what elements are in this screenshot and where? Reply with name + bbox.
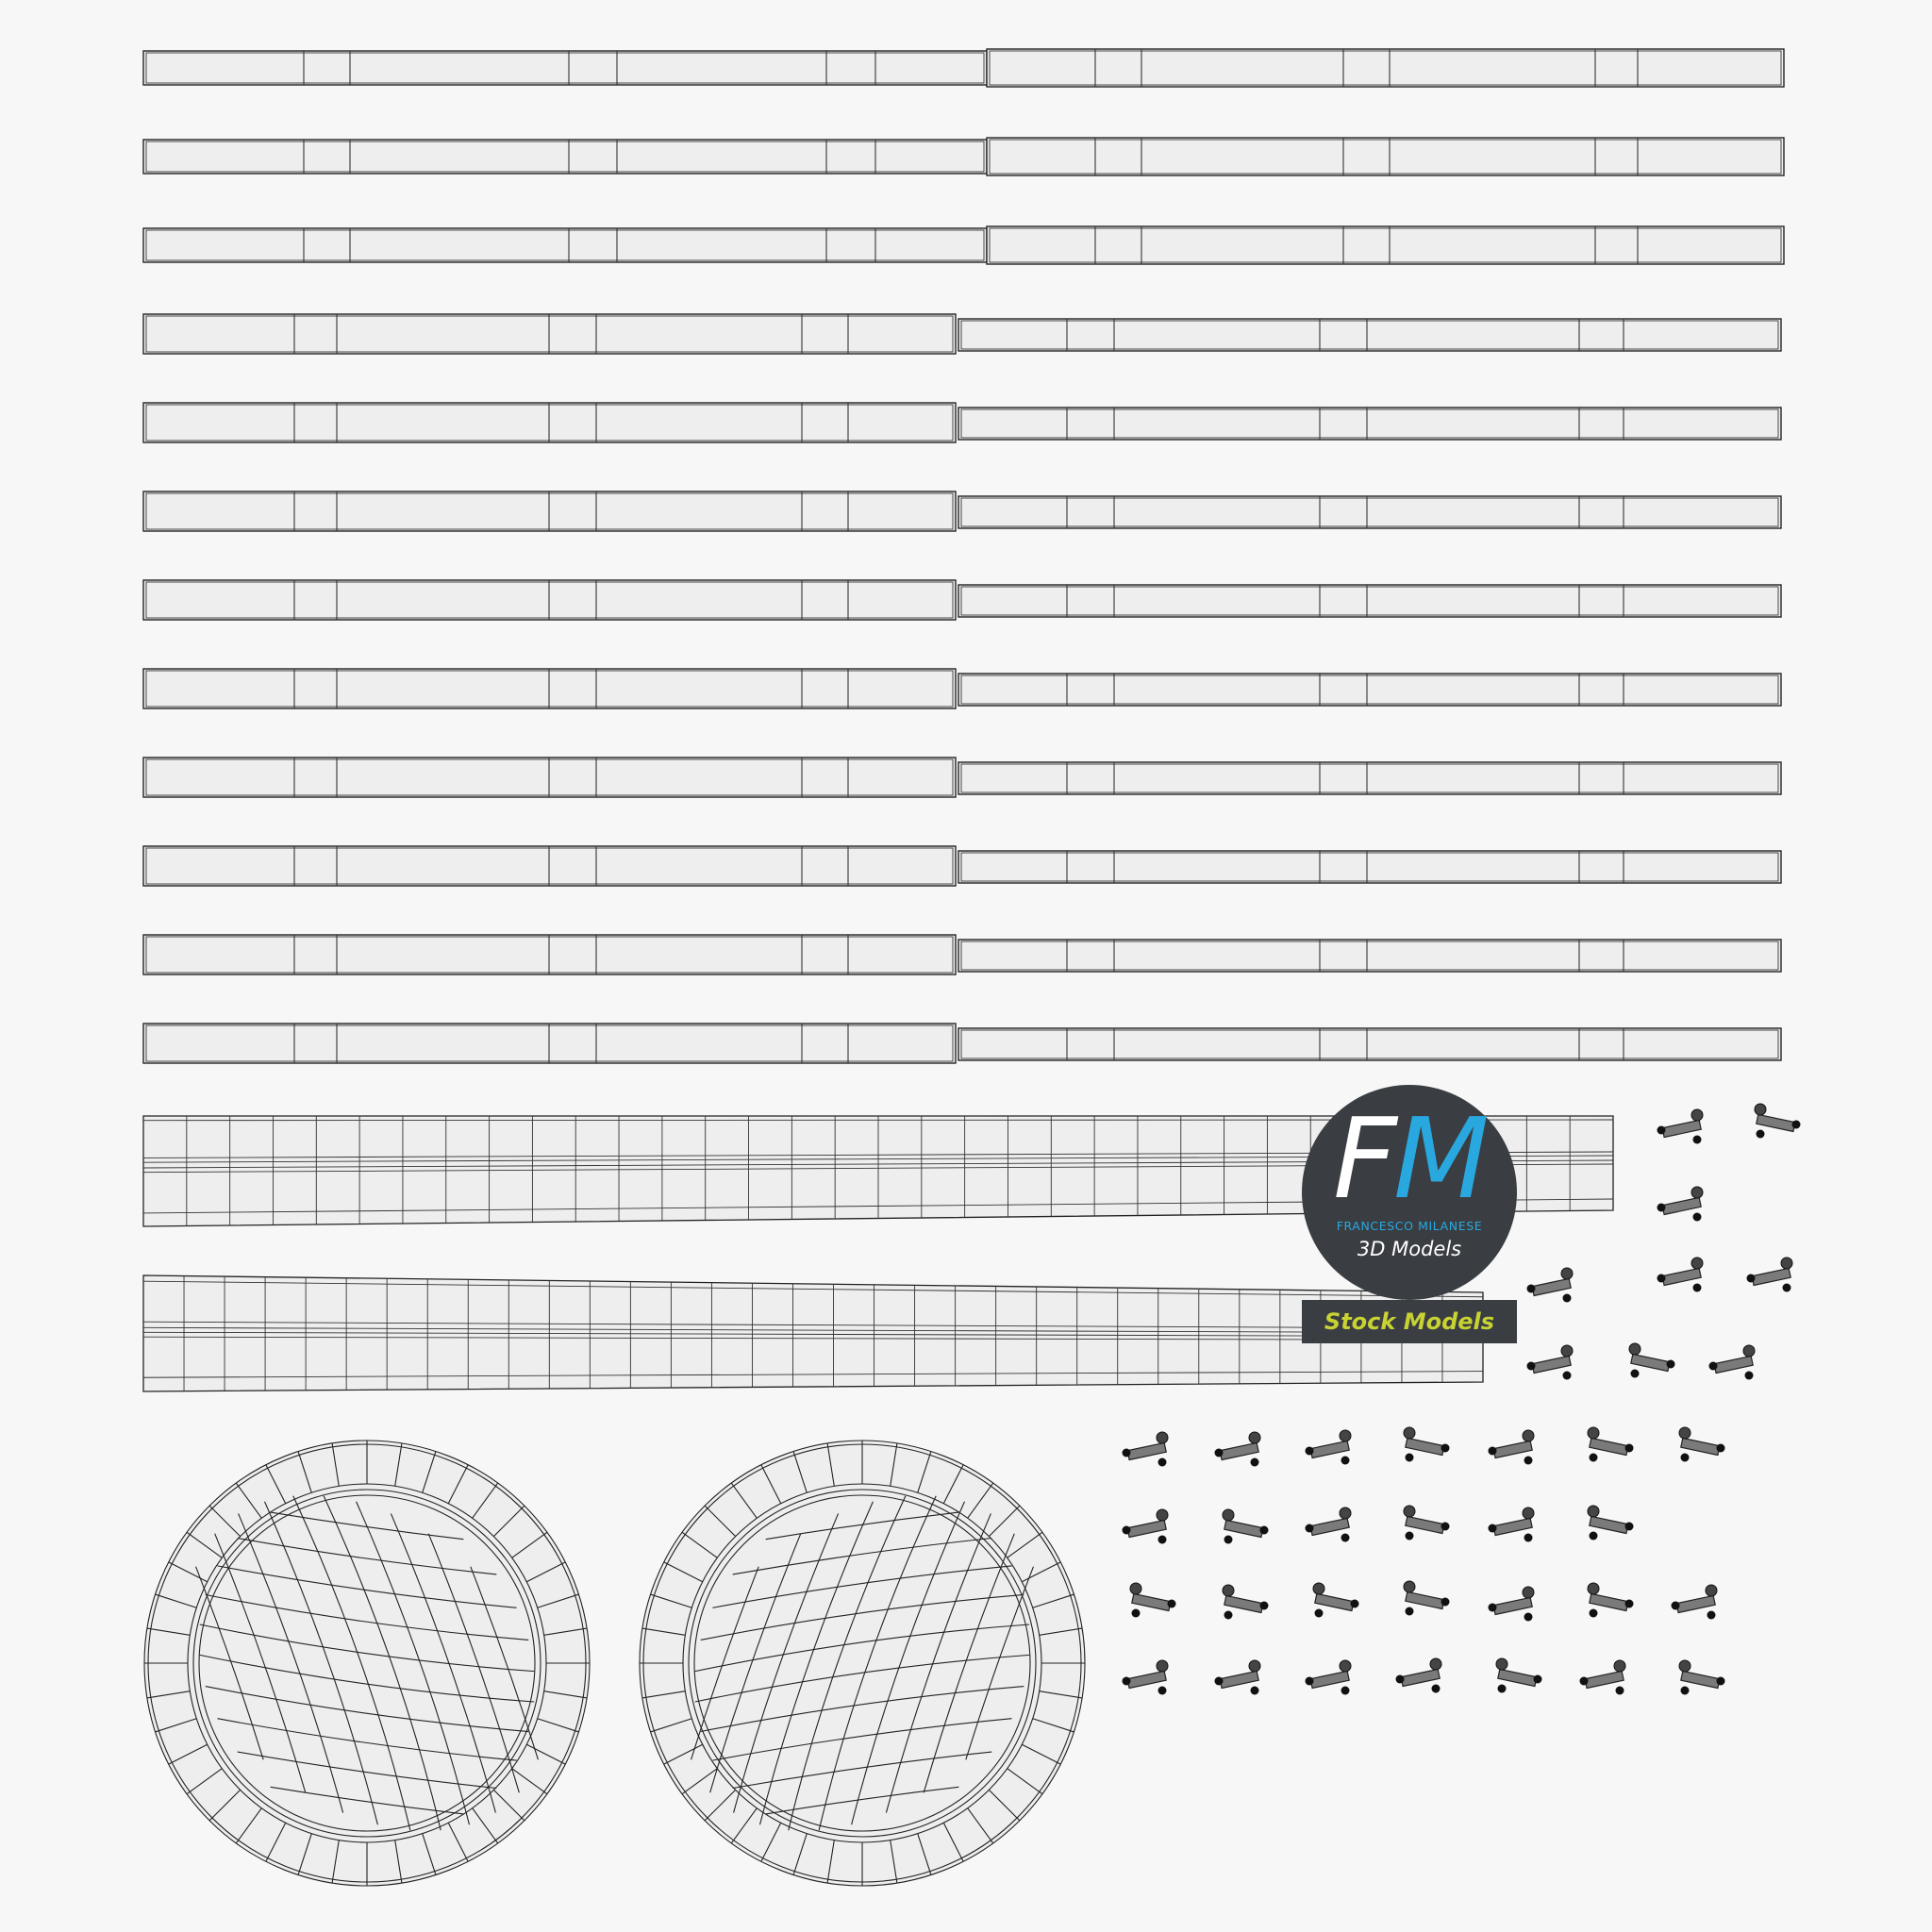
screw-island: [1223, 1585, 1269, 1620]
screw-island-tip: [1406, 1532, 1414, 1541]
screw-island-tip: [1693, 1284, 1702, 1292]
screw-island-head: [1781, 1257, 1792, 1269]
screw-island-tip: [1406, 1454, 1414, 1462]
screw-island-shank: [1752, 1268, 1790, 1285]
screw-island-tip: [1224, 1536, 1233, 1544]
screw-island-shank: [1532, 1356, 1571, 1373]
logo-banner: Stock Models: [1302, 1300, 1517, 1343]
plank-strips: [143, 49, 1784, 1063]
screw-island-shank: [1585, 1671, 1624, 1688]
screw-island-head: [1561, 1268, 1573, 1279]
screw-island: [1657, 1187, 1704, 1222]
screw-island: [1679, 1427, 1725, 1462]
screw-island-head: [1223, 1585, 1234, 1596]
screw-island: [1489, 1430, 1535, 1465]
screw-island-head: [1588, 1427, 1599, 1439]
screw-island-shank: [1631, 1354, 1670, 1371]
screw-island-shank: [1662, 1197, 1701, 1214]
screw-island: [1588, 1427, 1634, 1462]
screw-island-end: [1441, 1444, 1450, 1453]
round-discs: [144, 1441, 1085, 1886]
screw-island-end: [1792, 1121, 1801, 1129]
screw-island-tip: [1524, 1534, 1533, 1542]
strip-a-left: [143, 228, 987, 262]
screw-island-head: [1588, 1506, 1599, 1517]
screw-island: [1123, 1432, 1169, 1467]
screw-island: [1306, 1660, 1352, 1695]
screw-island-tip: [1563, 1294, 1572, 1303]
strip-b-left: [143, 491, 956, 531]
screw-island-end: [1657, 1126, 1666, 1135]
strip-b-right: [958, 1028, 1781, 1060]
screw-island-shank: [1132, 1593, 1171, 1610]
screw-island-head: [1614, 1660, 1625, 1672]
screw-island-head: [1404, 1427, 1415, 1439]
screw-island-end: [1351, 1600, 1359, 1608]
strip-b-right: [958, 851, 1781, 883]
screw-island-head: [1629, 1343, 1641, 1355]
screw-island-shank: [1590, 1593, 1628, 1610]
screw-island: [1580, 1660, 1626, 1695]
screw-island-end: [1625, 1523, 1634, 1531]
screw-island-shank: [1681, 1671, 1720, 1688]
strip-b-left: [143, 403, 956, 442]
strip-b-right-outline: [958, 851, 1781, 883]
screw-island-end: [1709, 1362, 1718, 1371]
screw-island-head: [1743, 1345, 1755, 1357]
screw-island-tip: [1315, 1609, 1324, 1618]
screw-island-head: [1679, 1427, 1690, 1439]
screw-island-head: [1496, 1658, 1507, 1670]
screw-island-head: [1523, 1587, 1534, 1598]
screw-island-shank: [1310, 1518, 1349, 1535]
screw-island-end: [1123, 1677, 1131, 1686]
screw-island: [1747, 1257, 1793, 1292]
strip-a-right-outline: [987, 49, 1784, 87]
strip-a-right: [987, 226, 1784, 264]
screw-island-head: [1523, 1430, 1534, 1441]
logo-letter-m: M: [1393, 1093, 1486, 1224]
screw-island: [1489, 1587, 1535, 1622]
screw-island-tip: [1251, 1687, 1259, 1695]
strip-a-left: [143, 140, 987, 174]
strip-b-right-outline: [958, 940, 1781, 972]
screw-island-tip: [1616, 1687, 1624, 1695]
strip-b-right-outline: [958, 1028, 1781, 1060]
screw-island: [1657, 1109, 1704, 1144]
screw-island: [1306, 1507, 1352, 1542]
strip-b-right-outline: [958, 408, 1781, 440]
screw-island: [1629, 1343, 1675, 1378]
screw-island-tip: [1563, 1372, 1572, 1380]
strip-b-left: [143, 758, 956, 797]
screw-island: [1527, 1345, 1574, 1380]
screw-island-end: [1306, 1524, 1314, 1533]
screw-island-tip: [1524, 1457, 1533, 1465]
screw-island-tip: [1158, 1536, 1167, 1544]
screw-island-end: [1396, 1675, 1405, 1684]
screw-island-end: [1625, 1600, 1634, 1608]
screw-island: [1672, 1585, 1718, 1620]
screw-island: [1709, 1345, 1756, 1380]
screw-island: [1404, 1506, 1450, 1541]
screw-island: [1755, 1104, 1801, 1139]
strip-b-right: [958, 674, 1781, 706]
screw-island-tip: [1757, 1130, 1765, 1139]
screw-island-tip: [1783, 1284, 1791, 1292]
strip-b-right: [958, 496, 1781, 528]
screw-island: [1404, 1427, 1450, 1462]
screw-island-head: [1691, 1187, 1703, 1198]
screw-island-end: [1489, 1524, 1497, 1533]
screw-island-tip: [1681, 1454, 1690, 1462]
strip-b-right: [958, 940, 1781, 972]
fm-logo: [1302, 1085, 1519, 1344]
screw-island: [1130, 1583, 1176, 1618]
screw-island-end: [1260, 1526, 1269, 1535]
screw-island-tip: [1707, 1611, 1716, 1620]
strip-b-right: [958, 585, 1781, 617]
screw-island-head: [1223, 1509, 1234, 1521]
screw-island-end: [1168, 1600, 1176, 1608]
screw-island-end: [1306, 1677, 1314, 1686]
screw-island-end: [1489, 1604, 1497, 1612]
screw-island: [1215, 1660, 1261, 1695]
screw-island-head: [1130, 1583, 1141, 1594]
screw-island-end: [1441, 1598, 1450, 1607]
screw-island-head: [1404, 1506, 1415, 1517]
screw-island-shank: [1224, 1520, 1263, 1537]
strip-b-right-outline: [958, 319, 1781, 351]
screw-island: [1588, 1506, 1634, 1541]
screw-island-shank: [1714, 1356, 1753, 1373]
strip-a-left-outline: [143, 140, 987, 174]
disc-left: [144, 1441, 590, 1886]
screw-island-tip: [1132, 1609, 1141, 1618]
screw-island-shank: [1406, 1591, 1444, 1608]
board-lower: [143, 1275, 1483, 1391]
screw-island-shank: [1220, 1671, 1258, 1688]
screw-island-shank: [1493, 1597, 1532, 1614]
screw-island-head: [1249, 1660, 1260, 1672]
screw-island-tip: [1590, 1609, 1598, 1618]
screw-island-tip: [1406, 1607, 1414, 1616]
screw-island-tip: [1745, 1372, 1754, 1380]
screw-island-shank: [1757, 1114, 1795, 1131]
logo-tagline: 3D Models: [1357, 1238, 1462, 1260]
screw-island-shank: [1681, 1438, 1720, 1455]
screw-island-end: [1667, 1360, 1675, 1369]
screw-island-shank: [1493, 1441, 1532, 1457]
screw-island-end: [1672, 1602, 1680, 1610]
strip-a-left-outline: [143, 228, 987, 262]
screw-island-tip: [1693, 1136, 1702, 1144]
screw-island-tip: [1341, 1687, 1350, 1695]
screw-island-head: [1588, 1583, 1599, 1594]
strip-b-left: [143, 314, 956, 354]
screw-island-tip: [1158, 1458, 1167, 1467]
screw-island: [1396, 1658, 1442, 1693]
strip-b-right-outline: [958, 585, 1781, 617]
screw-island-shank: [1498, 1669, 1537, 1686]
screw-island-shank: [1310, 1671, 1349, 1688]
screw-island-tip: [1631, 1370, 1640, 1378]
screw-island-shank: [1224, 1595, 1263, 1612]
screw-island-end: [1215, 1677, 1224, 1686]
screw-island-end: [1123, 1449, 1131, 1457]
screw-island-tip: [1341, 1457, 1350, 1465]
logo-letter-f: F: [1333, 1093, 1394, 1224]
screw-island-shank: [1532, 1278, 1571, 1295]
screw-island-head: [1691, 1109, 1703, 1121]
logo-circle: [1302, 1085, 1517, 1300]
screw-island-shank: [1127, 1671, 1166, 1688]
screw-island: [1306, 1430, 1352, 1465]
screw-island-tip: [1341, 1534, 1350, 1542]
screw-island-end: [1527, 1285, 1536, 1293]
screw-island: [1489, 1507, 1535, 1542]
screw-island-shank: [1315, 1593, 1354, 1610]
screw-island-head: [1691, 1257, 1703, 1269]
screw-island-tip: [1693, 1213, 1702, 1222]
strip-a-left-outline: [143, 51, 987, 85]
screw-island-shank: [1662, 1120, 1701, 1137]
logo-monogram: [1302, 1093, 1517, 1224]
screw-island-end: [1306, 1447, 1314, 1456]
screw-island-shank: [1310, 1441, 1349, 1457]
strip-b-left: [143, 669, 956, 708]
screw-island-head: [1404, 1581, 1415, 1592]
screw-island-shank: [1406, 1438, 1444, 1455]
screw-island-head: [1157, 1509, 1168, 1521]
strip-b-right-outline: [958, 762, 1781, 794]
screw-island-tip: [1590, 1532, 1598, 1541]
strip-b-right-outline: [958, 496, 1781, 528]
screw-island-head: [1561, 1345, 1573, 1357]
screw-island-head: [1340, 1660, 1351, 1672]
screw-island-end: [1123, 1526, 1131, 1535]
screw-island: [1223, 1509, 1269, 1544]
screw-island-tip: [1224, 1611, 1233, 1620]
screw-island-head: [1340, 1430, 1351, 1441]
screw-island: [1588, 1583, 1634, 1618]
screw-island: [1679, 1660, 1725, 1695]
screw-island-end: [1489, 1447, 1497, 1456]
screw-island-end: [1260, 1602, 1269, 1610]
screw-island-end: [1657, 1274, 1666, 1283]
strip-b-left: [143, 935, 956, 974]
screw-island-tip: [1432, 1685, 1441, 1693]
screw-island-head: [1313, 1583, 1324, 1594]
screw-island-end: [1717, 1677, 1725, 1686]
screw-island-head: [1157, 1432, 1168, 1443]
screw-island-shank: [1127, 1442, 1166, 1459]
strip-a-right: [987, 138, 1784, 175]
screw-island: [1527, 1268, 1574, 1303]
disc-right: [640, 1441, 1085, 1886]
screw-island-end: [1534, 1675, 1542, 1684]
screw-island-shank: [1590, 1516, 1628, 1533]
strip-b-right: [958, 408, 1781, 440]
screw-island-shank: [1406, 1516, 1444, 1533]
strip-b-left: [143, 1024, 956, 1063]
screw-island-end: [1441, 1523, 1450, 1531]
screw-island-shank: [1401, 1669, 1440, 1686]
strip-b-left: [143, 846, 956, 886]
screw-island-tip: [1158, 1687, 1167, 1695]
screw-island-head: [1249, 1432, 1260, 1443]
screw-island: [1404, 1581, 1450, 1616]
screw-island-end: [1657, 1204, 1666, 1212]
screw-island-end: [1717, 1444, 1725, 1453]
screw-island-tip: [1590, 1454, 1598, 1462]
screw-island-shank: [1676, 1595, 1715, 1612]
screw-island-shank: [1493, 1518, 1532, 1535]
logo-subtitle: FRANCESCO MILANESE: [1336, 1219, 1483, 1233]
screw-island: [1123, 1509, 1169, 1544]
screw-island: [1657, 1257, 1704, 1292]
strip-b-right: [958, 319, 1781, 351]
screw-island-end: [1625, 1444, 1634, 1453]
screw-island: [1215, 1432, 1261, 1467]
screw-island-head: [1157, 1660, 1168, 1672]
screw-island-head: [1755, 1104, 1766, 1115]
screw-island: [1123, 1660, 1169, 1695]
strip-a-right-outline: [987, 138, 1784, 175]
screw-island-shank: [1662, 1268, 1701, 1285]
screw-island-end: [1215, 1449, 1224, 1457]
screw-island-shank: [1220, 1442, 1258, 1459]
screw-island-head: [1706, 1585, 1717, 1596]
screw-island-head: [1679, 1660, 1690, 1672]
strip-a-right: [987, 49, 1784, 87]
screw-island-end: [1580, 1677, 1589, 1686]
screw-island-end: [1747, 1274, 1756, 1283]
strip-a-left: [143, 51, 987, 85]
screw-island-tip: [1681, 1687, 1690, 1695]
strip-b-right: [958, 762, 1781, 794]
screw-island-head: [1523, 1507, 1534, 1519]
strip-a-right-outline: [987, 226, 1784, 264]
screw-island-shank: [1590, 1438, 1628, 1455]
strip-b-right-outline: [958, 674, 1781, 706]
screw-island-tip: [1251, 1458, 1259, 1467]
screw-island: [1496, 1658, 1542, 1693]
strip-b-left: [143, 580, 956, 620]
screw-island-tip: [1498, 1685, 1507, 1693]
screw-island-end: [1527, 1362, 1536, 1371]
screw-island-shank: [1127, 1520, 1166, 1537]
screw-island-head: [1340, 1507, 1351, 1519]
screw-island-tip: [1524, 1613, 1533, 1622]
screw-island-head: [1430, 1658, 1441, 1670]
screw-island: [1313, 1583, 1359, 1618]
